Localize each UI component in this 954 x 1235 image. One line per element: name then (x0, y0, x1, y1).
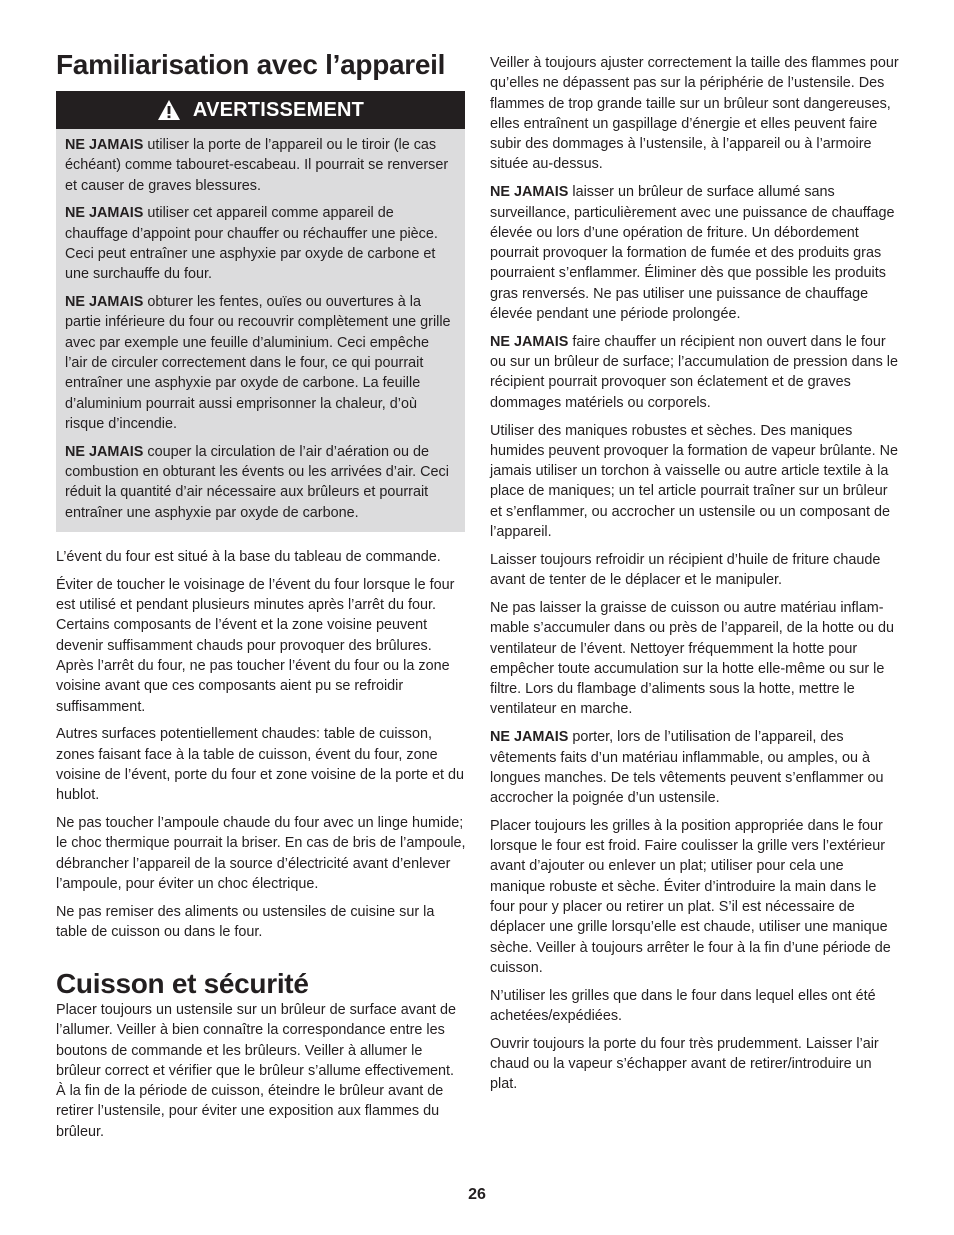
warning-item-bold: NE JAMAIS (65, 443, 144, 460)
warning-box (56, 91, 465, 532)
page-number: 26 (468, 1186, 486, 1203)
warning-header (56, 91, 465, 129)
warning-item-bold: NE JAMAIS (65, 137, 144, 153)
warning-item (65, 292, 455, 434)
warning-body (56, 129, 465, 532)
paragraph (490, 53, 900, 175)
left-body-text-2 (56, 1000, 466, 1150)
paragraph: L’évent du four est situé à la base du tableau de commande. (56, 549, 441, 565)
paragraph-text: porter, lors de l’utilisation de l’appareil, des vêtements faits d’un matériau inflammable, ou amples, ou à longues manches. De tels vêtements peuvent s’enflammer ou accrocher la poignée d’un ustensile. (490, 729, 884, 807)
paragraph-bold: NE JAMAIS (490, 184, 569, 201)
paragraph-bold: NE JAMAIS (490, 333, 569, 350)
warning-item-text: utiliser cet appareil comme appareil de chauffage d’appoint pour chauffer ou réchauffer une pièce. Ceci peut entraîner une asphyxie par oxyde de carbone et une surchauffe du four. (65, 205, 438, 283)
paragraph (490, 816, 900, 978)
section-heading-cuisson: Cuisson et sécurité (56, 968, 309, 999)
paragraph (490, 550, 900, 591)
warning-item-text: obturer les fentes, ouïes ou ouvertures à la partie inférieure du four ou recouvrir complètement une grille avec par exemple une feuille d’aluminium. Ceci empêche l’air de circuler correctement dans le four, ce qui pourrait entraîner une asphyxie par oxyde de carbone. La feuille d’aluminium pourrait aussi emprisonner la chaleur, d’où risque d’incendie. (65, 294, 451, 432)
paragraph (490, 182, 900, 324)
warning-item (65, 135, 455, 196)
paragraph-bold: NE JAMAIS (490, 729, 569, 746)
paragraph (490, 986, 900, 1027)
paragraph-text: Veiller à toujours ajuster correctement la taille des flammes pour qu’elles ne dépassent pas sur la périphérie de l’ustensile. Des flammes de trop grande taille sur un brûleur sont dangereuses, elles entraînent un gaspillage d’énergie et elles peuvent faire subir des dommages à l’ustensile, à l’appareil ou à l’armoire située au-dessus. (490, 55, 899, 173)
warning-title: AVERTISSEMENT (192, 98, 365, 121)
paragraph-text: Laisser toujours refroidir un récipient d’huile de friture chaude avant de tenter de le déplacer et le manipuler. (490, 551, 881, 589)
paragraph: Ne pas toucher l’ampoule chaude du four avec un linge humide; le choc thermique pourrait la briser. En cas de bris de l’ampoule, débrancher l’appareil de la source d’électricité avant d’enlever l’ampoule, pour éviter un choc électrique. (56, 815, 466, 892)
warning-triangle-icon (157, 99, 181, 121)
warning-item-text: couper la circulation de l’air d’aération ou de combustion en obturant les évents ou les arrivées d’air. Ceci réduit la quantité d’air nécessaire aux brûleurs et pourrait entraîner une asphyxie par oxyde de carbone. (65, 443, 449, 521)
paragraph-text: Ouvrir toujours la porte du four très prudemment. Laisser l’air chaud ou la vapeur s’échapper avant de retirer/introduire un plat. (490, 1035, 879, 1093)
paragraph-text: faire chauffer un récipient non ouvert dans le four ou sur un brûleur de surface; l’accumulation de pression dans le récipient pourrait provoquer son éclatement et de graves dommages matériels ou corporels. (490, 333, 898, 411)
paragraph (490, 1034, 900, 1095)
warning-item (65, 203, 455, 284)
paragraph: Éviter de toucher le voisinage de l’évent du four lorsque le four est utilisé et pendant plusieurs minutes après l’arrêt du four. Certains composants de l’évent et la zone voisine peuvent devenir suffisamment chauds pour provoquer des brûlures. Après l’arrêt du four, ne pas toucher l’évent du four ou la zone voisine avant que ces composants aient pu se refroidir suffisamment. (56, 576, 455, 715)
section-heading-familiarisation: Familiarisation avec l’appareil (56, 49, 446, 80)
paragraph (490, 727, 900, 808)
warning-item (65, 442, 455, 523)
paragraph: Ne pas remiser des aliments ou ustensiles de cuisine sur la table de cuisson ou dans le four. (56, 903, 435, 941)
paragraph: Autres surfaces potentiellement chaudes: table de cuisson, zones faisant face à la table de cuisson, évent du four, zone voisine de l’évent, porte du four et zone voisine de la porte et du hublot. (56, 726, 464, 804)
paragraph (490, 332, 900, 413)
left-body-text (56, 547, 466, 950)
paragraph (490, 421, 900, 543)
paragraph-text: Utiliser des maniques robustes et sèches. Des maniques humides peuvent provoquer la formation de vapeur brûlante. Ne jamais utiliser un torchon à vaisselle ou autre article textile à la place de maniques; un tel article pourrait traîner sur un brûleur et s’enflammer, ou accrocher un ustensile ou un composant de l’appareil. (490, 422, 898, 541)
paragraph (490, 598, 900, 720)
paragraph-text: Ne pas laisser la graisse de cuisson ou autre matériau inflam-mable s’accumuler dans ou près de l’appareil, de la hotte ou du ventilateur de l’évent. Nettoyer fréquemment la hotte pour empêcher toute accumulation sur la hotte elle-même ou sur le filtre. Lors du flambage d’aliments sous la hotte, mettre le ventilateur en marche. (490, 599, 894, 718)
warning-item-text: utiliser la porte de l’appareil ou le tiroir (le cas échéant) comme tabouret-escabeau. Il pourrait se renverser et causer de graves blessures. (65, 137, 449, 194)
paragraph-text: laisser un brûleur de surface allumé sans surveillance, particulièrement avec une puissance de chauffage élevée ou lors d’une opération de friture. Un débordement pourrait provoquer la formation de fumée et des produits gras pourraient s’enflammer. Éliminer dès que possible les produits gras renversés. Ne pas utiliser une puissance de chauffage élevée pendant une période prolongée. (490, 184, 895, 323)
warning-item-bold: NE JAMAIS (65, 294, 144, 311)
paragraph: Placer toujours un ustensile sur un brûleur de surface avant de l’allumer. Veiller à bien connaître la correspondance entre les boutons de commande et les brûleurs. Veiller à allumer le brûleur correct et vérifier que le brûleur s’allume effectivement. À la fin de la période de cuisson, éteindre le brûleur avant de retirer l’ustensile, pour éviter une exposition aux flammes du brûleur. (56, 1002, 456, 1140)
paragraph-text: Placer toujours les grilles à la position appropriée dans le four lorsque le four est froid. Faire coulisser la grille vers l’extérieur avant d’ajouter ou enlever un plat; utiliser pour cela une manique robuste et sèche. Éviter d’introduire la main dans le four pour y placer ou retirer un plat. S’il est nécessaire de déplacer une grille lorsqu’elle est chaude, utiliser une manique sèche. Veiller à toujours arrêter le four à la fin d’une période de cuisson. (490, 817, 891, 976)
warning-item-bold: NE JAMAIS (65, 205, 144, 222)
paragraph-text: N’utiliser les grilles que dans le four dans lequel elles ont été achetées/expédiées. (490, 987, 876, 1025)
right-body-text (490, 53, 900, 1102)
